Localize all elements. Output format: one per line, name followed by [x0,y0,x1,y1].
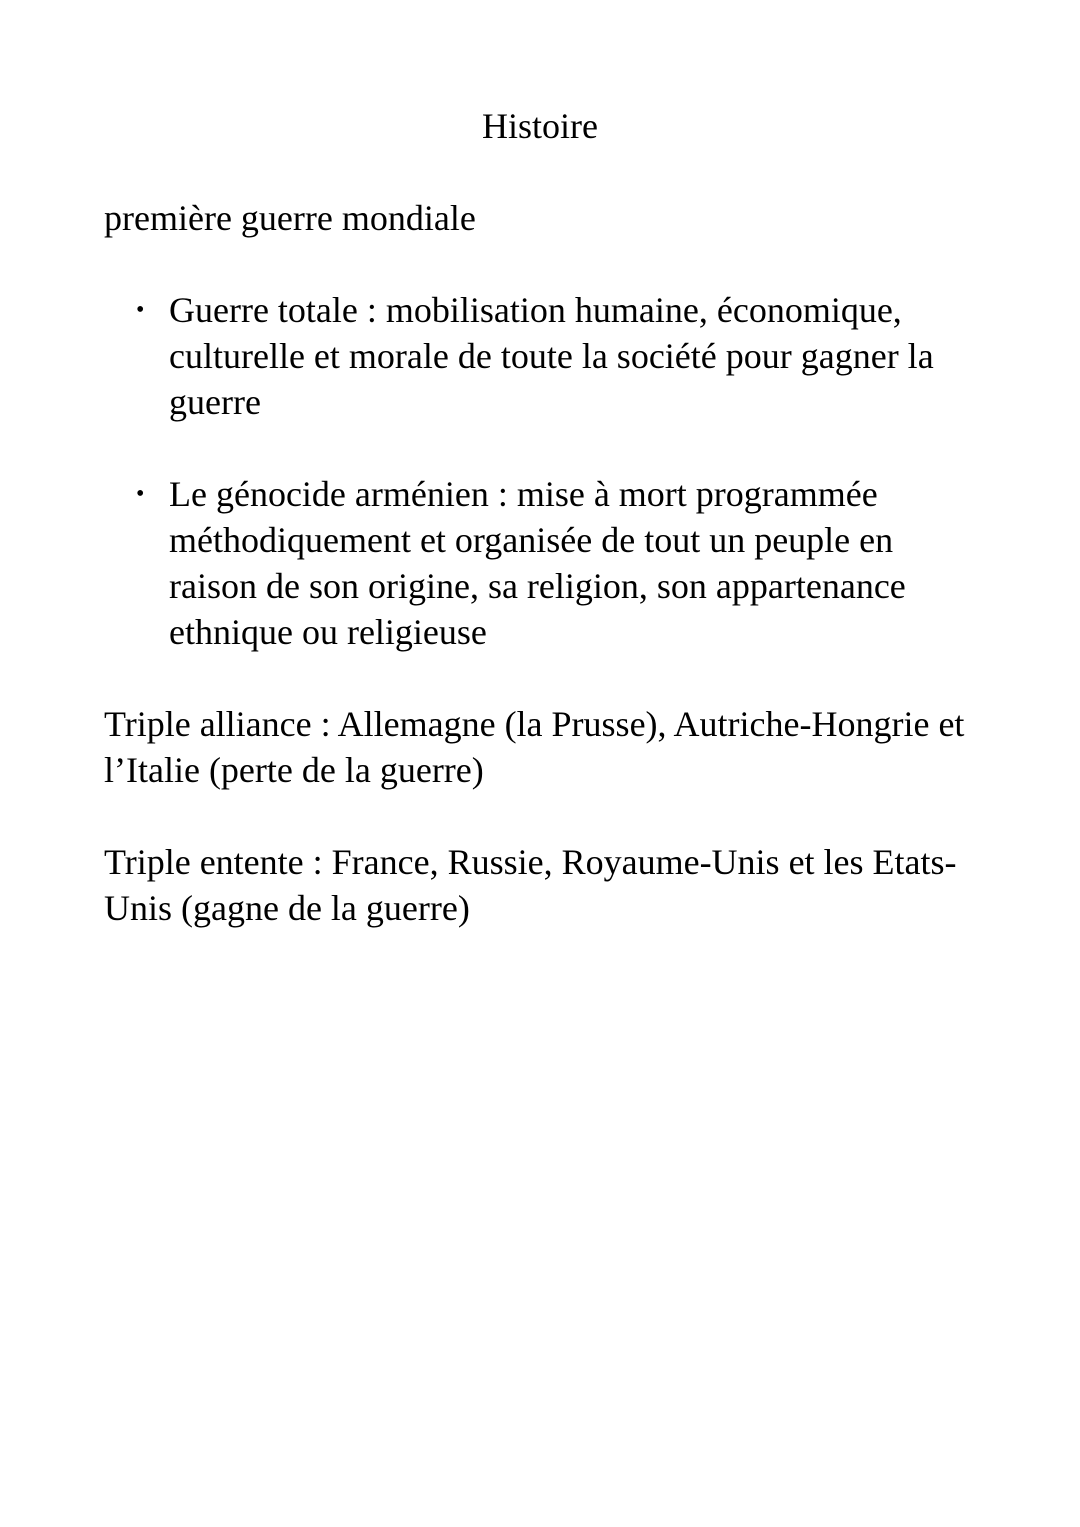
list-item [104,287,984,425]
definition-list [104,287,984,701]
bullet-icon: • [136,297,145,323]
section-heading: première guerre mondiale [104,198,476,238]
list-item-text: Guerre totale : mobilisation humaine, économique, culturelle et morale de toute la société pour gagner la guerre [169,290,934,422]
paragraph-triple-entente: Triple entente : France, Russie, Royaume-Unis et les Etats-Unis (gagne de la guerre) [104,842,957,928]
list-item [104,471,984,655]
bullet-icon: • [136,481,145,507]
page-title: Histoire [482,106,598,146]
list-item-text: Le génocide arménien : mise à mort programmée méthodiquement et organisée de tout un peuple en raison de son origine, sa religion, son appartenance ethnique ou religieuse [169,474,906,652]
paragraph-triple-alliance: Triple alliance : Allemagne (la Prusse), Autriche-Hongrie et l’Italie (perte de la guerre) [104,704,965,790]
